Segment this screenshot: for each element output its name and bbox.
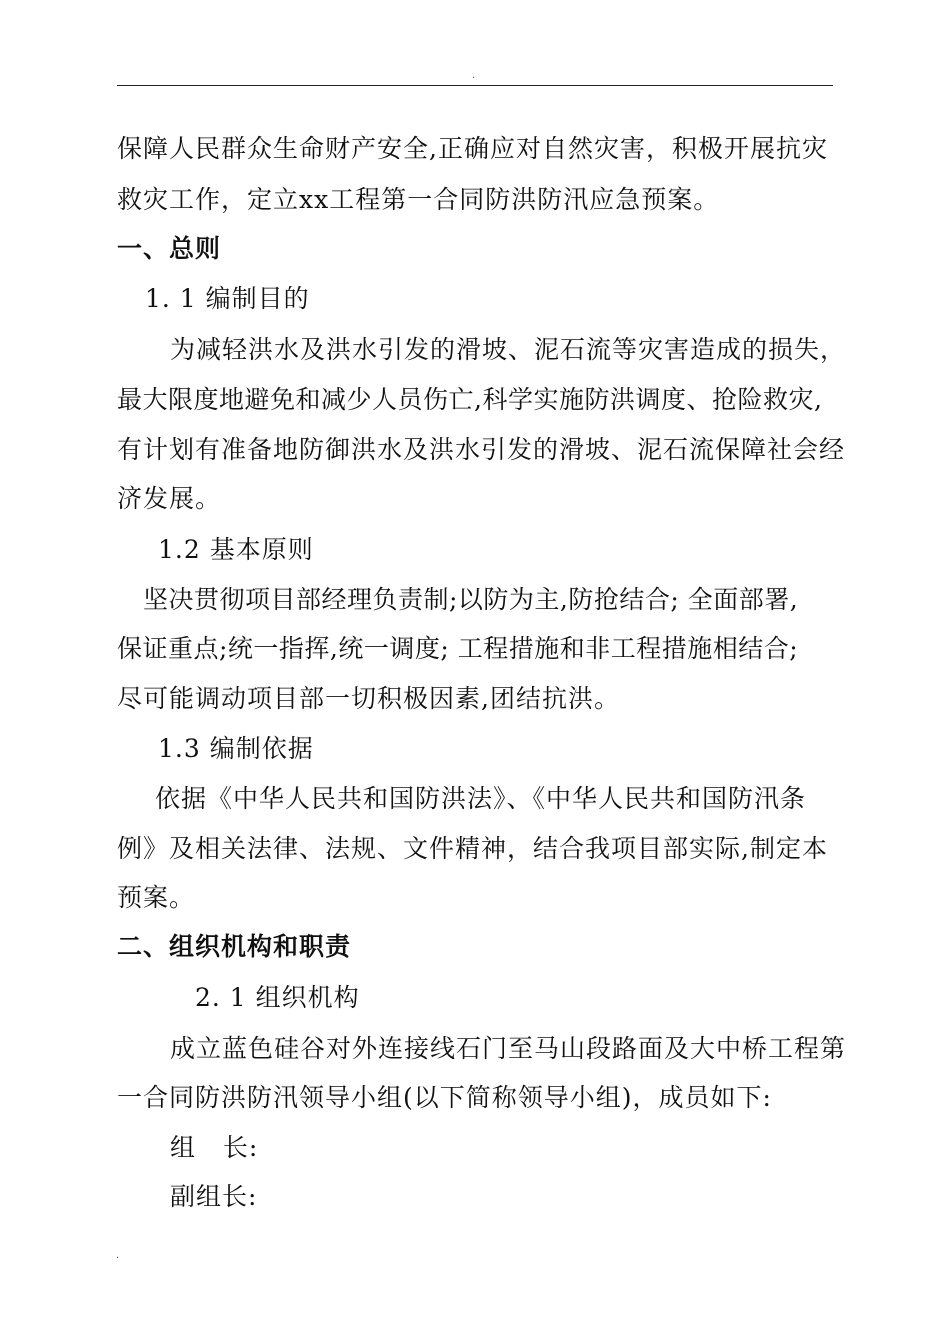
footer-mark: . <box>116 1250 120 1261</box>
para-purpose-line-2: 最大限度地避免和减少人员伤亡,科学实施防洪调度、抢险救灾, <box>117 385 823 414</box>
header-mark: . <box>472 70 476 81</box>
header-rule <box>117 85 833 86</box>
para-intro-line-1: 保障人民群众生命财产安全,正确应对自然灾害，积极开展抗灾 <box>117 134 828 163</box>
subheading-purpose: 1. 1 编制目的 <box>145 284 310 313</box>
subheading-principles: 1.2 基本原则 <box>158 535 314 564</box>
member-deputy-label: 副组长: <box>170 1182 258 1211</box>
para-principles-line-1: 坚决贯彻项目部经理负责制;以防为主,防抢结合; 全面部署, <box>143 585 799 614</box>
para-basis-line-3: 预案。 <box>117 883 196 912</box>
para-purpose-line-3: 有计划有准备地防御洪水及洪水引发的滑坡、泥石流保障社会经 <box>117 435 846 464</box>
para-basis-line-2: 例》及相关法律、法规、文件精神，结合我项目部实际,制定本 <box>117 834 828 863</box>
section-heading-general: 一、总则 <box>117 234 222 263</box>
para-principles-line-2: 保证重点;统一指挥,统一调度; 工程措施和非工程措施相结合; <box>117 634 799 663</box>
section-heading-organization: 二、组织机构和职责 <box>117 932 352 961</box>
para-org-line-2: 一合同防洪防汛领导小组(以下简称领导小组)，成员如下: <box>117 1083 772 1112</box>
para-basis-line-1: 依据《中华人民共和国防洪法》、《中华人民共和国防汛条 <box>155 784 807 813</box>
member-leader-label: 组 长: <box>170 1133 259 1162</box>
subheading-org-structure: 2. 1 组织机构 <box>195 983 360 1012</box>
para-purpose-line-1: 为减轻洪水及洪水引发的滑坡、泥石流等灾害造成的损失， <box>170 335 847 364</box>
para-org-line-1: 成立蓝色硅谷对外连接线石门至马山段路面及大中桥工程第 <box>170 1034 847 1063</box>
subheading-basis: 1.3 编制依据 <box>158 734 314 763</box>
para-principles-line-3: 尽可能调动项目部一切积极因素,团结抗洪。 <box>117 684 620 713</box>
para-intro-line-2: 救灾工作，定立xx工程第一合同防洪防汛应急预案。 <box>117 185 720 214</box>
para-purpose-line-4: 济发展。 <box>117 484 222 513</box>
